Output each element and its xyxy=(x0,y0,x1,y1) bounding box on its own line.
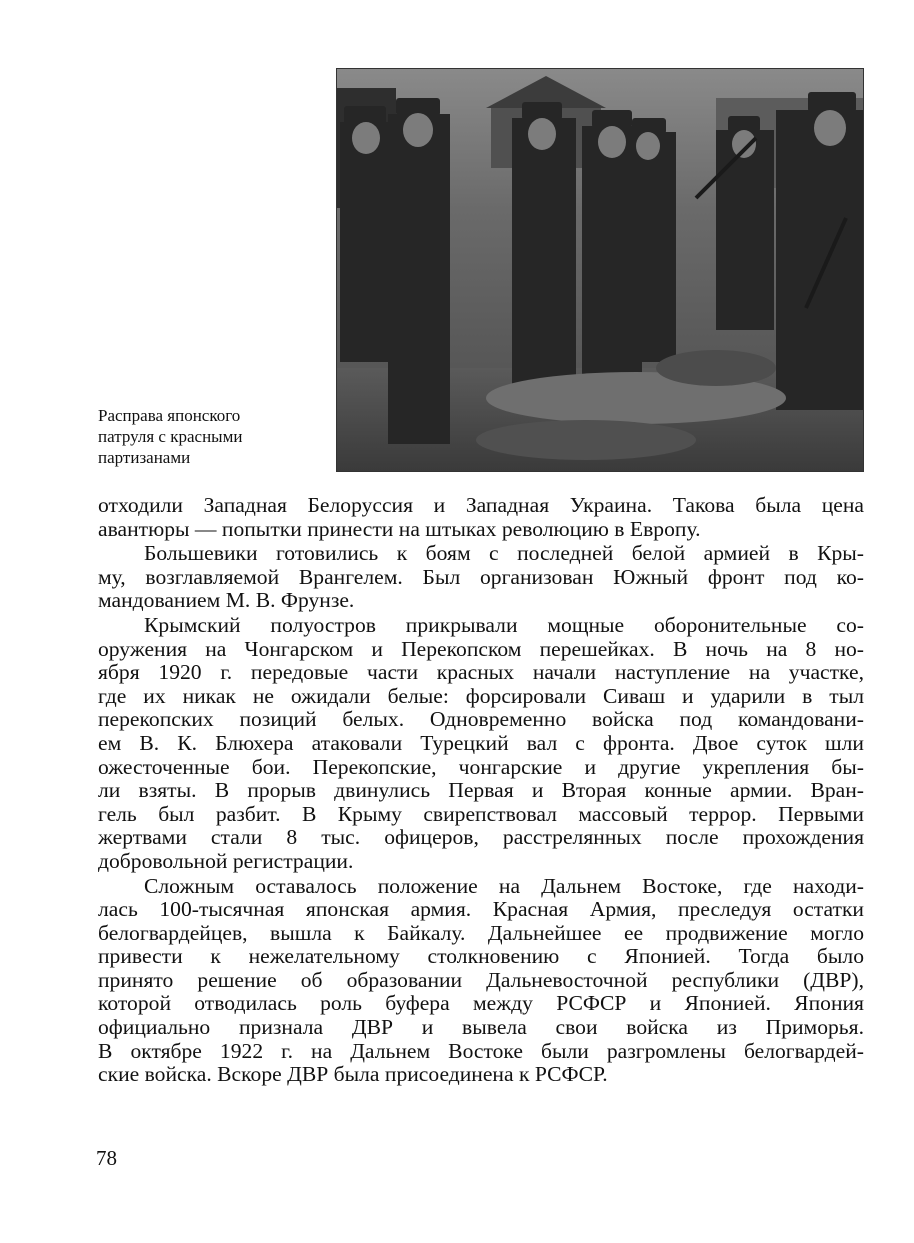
paragraph xyxy=(98,875,864,1087)
page-number: 78 xyxy=(96,1146,117,1170)
historical-photograph xyxy=(336,68,864,472)
text-line: лась 100-тысячная японская армия. Красная Армия, преследуя остатки xyxy=(98,898,864,922)
text-line: добровольной регистрации. xyxy=(98,849,354,873)
text-line: принято решение об образовании Дальневосточной республики (ДВР), xyxy=(98,968,864,992)
text-line: ожесточенные бои. Перекопские, чонгарские и другие укрепления бы- xyxy=(98,755,864,779)
photograph-icon xyxy=(336,68,864,472)
text-line: привести к нежелательному столкновению с Японией. Тогда было xyxy=(98,945,864,969)
photo-caption xyxy=(98,405,318,468)
text-line: ем В. К. Блюхера атаковали Турецкий вал с фронта. Двое суток шли xyxy=(98,731,864,755)
text-line: ли взяты. В прорыв двинулись Первая и Вторая конные армии. Вран- xyxy=(98,779,864,803)
paragraph xyxy=(98,494,864,541)
text-line: авантюры — попытки принести на штыках революцию в Европу. xyxy=(98,517,701,541)
paragraph xyxy=(98,542,864,613)
text-line: Сложным оставалось положение на Дальнем Востоке, где находи- xyxy=(144,874,864,898)
text-line: му, возглавляемой Врангелем. Был организован Южный фронт под ко- xyxy=(98,565,864,589)
text-line: жертвами стали 8 тыс. офицеров, расстрелянных после прохождения xyxy=(98,826,864,850)
text-line: В октябре 1922 г. на Дальнем Востоке были разгромлены белогвардей- xyxy=(98,1039,864,1063)
text-line: ские войска. Вскоре ДВР была присоединена к РСФСР. xyxy=(98,1063,608,1087)
caption-line: патруля с красными xyxy=(98,427,243,446)
text-line: гель был разбит. В Крыму свирепствовал массовый террор. Первыми xyxy=(98,802,864,826)
text-line: Крымский полуостров прикрывали мощные оборонительные со- xyxy=(144,613,864,637)
text-line: отходили Западная Белоруссия и Западная Украина. Такова была цена xyxy=(98,494,864,517)
text-line: Большевики готовились к боям с последней белой армией в Кры- xyxy=(144,542,864,566)
paragraph xyxy=(98,614,864,874)
text-line: мандованием М. В. Фрунзе. xyxy=(98,589,355,613)
text-line: оружения на Чонгарском и Перекопском перешейках. В ночь на 8 но- xyxy=(98,637,864,661)
text-line: которой отводилась роль буфера между РСФСР и Японией. Япония xyxy=(98,992,864,1016)
text-line: где их никак не ожидали белые: форсировали Сиваш и ударили в тыл xyxy=(98,684,864,708)
body-text xyxy=(98,494,864,1088)
text-line: белогвардейцев, вышла к Байкалу. Дальнейшее ее продвижение могло xyxy=(98,921,864,945)
caption-line: Расправа японского xyxy=(98,406,241,425)
text-line: ября 1920 г. передовые части красных начали наступление на участке, xyxy=(98,661,864,685)
caption-line: партизанами xyxy=(98,448,191,467)
text-line: официально признала ДВР и вывела свои войска из Приморья. xyxy=(98,1016,864,1040)
text-line: перекопских позиций белых. Одновременно войска под командовани- xyxy=(98,708,864,732)
